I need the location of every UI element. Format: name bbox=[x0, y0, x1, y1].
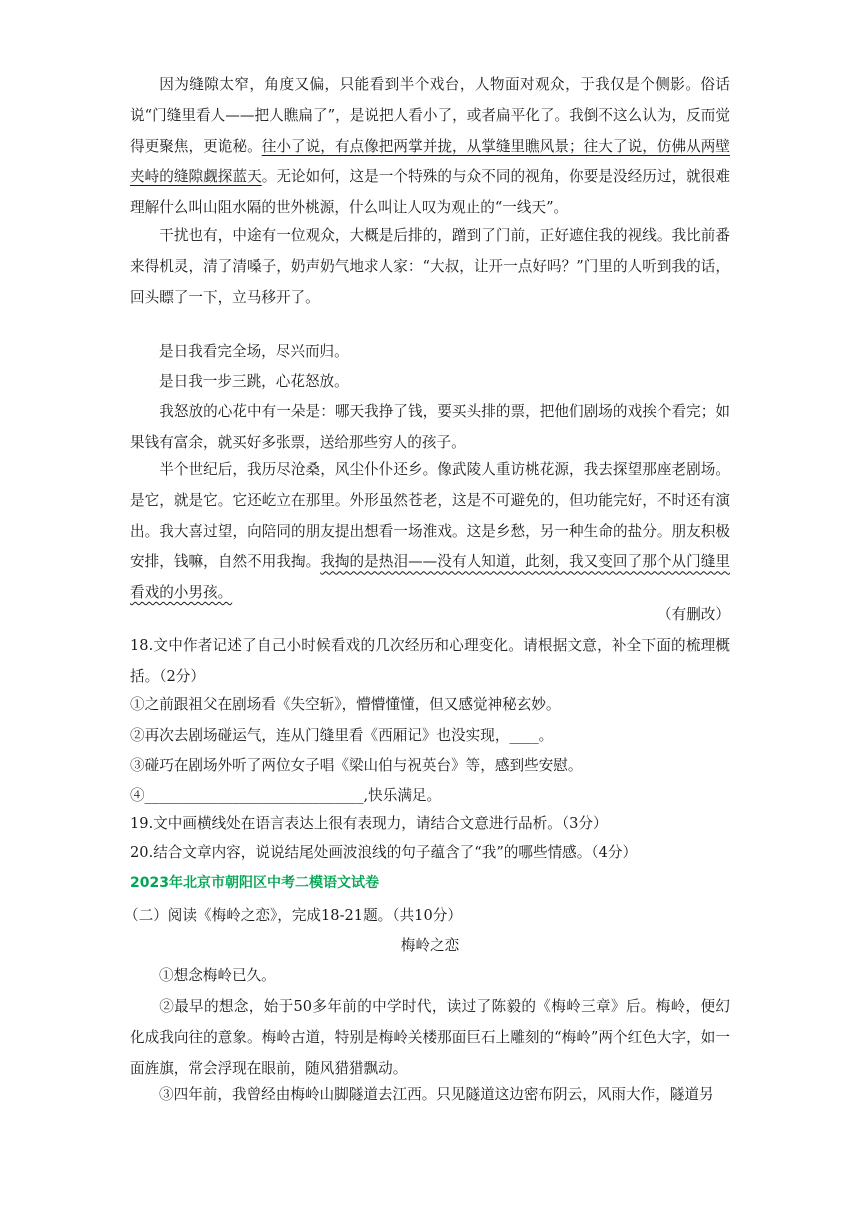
passage-paragraph-5: 我怒放的心花中有一朵是：哪天我挣了钱，要买头排的票，把他们剧场的戏挨个看完；如果钱有富余，就买好多张票，送给那些穷人的孩子。 bbox=[130, 403, 730, 451]
question-18-item-1: ①之前跟祖父在剧场看《失空斩》，懵懵懂懂，但又感觉神秘玄妙。 bbox=[130, 696, 561, 713]
article-paragraph-3: ③四年前，我曾经由梅岭山脚隧道去江西。只见隧道这边密布阴云，风雨大作，隧道另 bbox=[159, 1086, 714, 1103]
question-18-item-4: ④______________________________,快乐满足。 bbox=[130, 787, 442, 804]
reading-instruction: （二）阅读《梅岭之恋》，完成18-21题。（共10分） bbox=[124, 907, 462, 924]
source-heading: 2023年北京市朝阳区中考二模语文试卷 bbox=[130, 875, 379, 891]
revision-note: （有删改） bbox=[657, 606, 730, 623]
question-18-item-3: ③碰巧在剧场外听了两位女子唱《梁山伯与祝英台》等，感到些安慰。 bbox=[130, 757, 583, 774]
wavy-underlined-sentence: 我掏的是热泪——没有人知道，此刻，我又变回了那个从门缝里看戏的小男孩。 bbox=[130, 553, 730, 602]
paragraph-text: 半个世纪后，我历尽沧桑，风尘仆仆还乡。像武陵人重访桃花源，我去探望那座老剧场。是它，就是它。它还屹立在那里。外形虽然苍老，这是不可避免的，但功能完好，不时还有演出。我大喜过望，向陪同的朋友提出想看一场淮戏。这是乡愁，另一种生命的盐分。朋友积极安排，钱嘛，自然不用我掏。 bbox=[130, 461, 730, 571]
question-18: 18.文中作者记述了自己小时候看戏的几次经历和心理变化。请根据文意，补全下面的梳理概括。（2分） bbox=[130, 637, 730, 685]
passage-paragraph-2: 干扰也有，中途有一位观众，大概是后排的，蹭到了门前，正好遮住我的视线。我比前番来得机灵，清了清嗓子，奶声奶气地求人家：“大叔，让开一点好吗？”门里的人听到我的话，回头瞟了一下，立马移开了。 bbox=[130, 227, 730, 306]
passage-paragraph-1 bbox=[130, 70, 730, 224]
article-title: 梅岭之恋 bbox=[400, 937, 460, 954]
question-19: 19.文中画横线处在语言表达上很有表现力，请结合文意进行品析。（3分） bbox=[130, 815, 608, 832]
paragraph-text: 因为缝隙太窄，角度又偏，只能看到半个戏台，人物面对观众，于我仅是个侧影。俗话说“门缝里看人——把人瞧扁了”，是说把人看小了，或者扁平化了。我倒不这么认为，反而觉得更聚焦，更诡秘。 bbox=[130, 76, 730, 155]
passage-paragraph-6 bbox=[130, 455, 730, 609]
passage-paragraph-4: 是日我一步三跳，心花怒放。 bbox=[159, 373, 349, 390]
article-paragraph-2: ②最早的想念，始于50多年前的中学时代，读过了陈毅的《梅岭三章》后。梅岭，便幻化成我向往的意象。梅岭古道，特别是梅岭关楼那面巨石上雕刻的“梅岭”两个红色大字，如一面旌旗，常会浮现在眼前，随风猎猎飘动。 bbox=[130, 998, 730, 1077]
passage-paragraph-3: 是日我看完全场，尽兴而归。 bbox=[159, 343, 349, 360]
article-paragraph-1: ①想念梅岭已久。 bbox=[159, 967, 276, 984]
question-18-item-2: ②再次去剧场碰运气，连从门缝里看《西厢记》也没实现，____。 bbox=[130, 727, 554, 744]
question-20: 20.结合文章内容，说说结尾处画波浪线的句子蕴含了“我”的哪些情感。（4分） bbox=[130, 844, 638, 861]
paragraph-text: 。无论如何，这是一个特殊的与众不同的视角，你要是没经历过，就很难理解什么叫山阻水隔的世外桃源，什么叫让人叹为观止的“一线天”。 bbox=[130, 168, 730, 217]
underlined-sentence: 往小了说，有点像把两掌并拢，从掌缝里瞧风景；往大了说，仿佛从两壁夹峙的缝隙觑探蓝天 bbox=[130, 137, 730, 186]
